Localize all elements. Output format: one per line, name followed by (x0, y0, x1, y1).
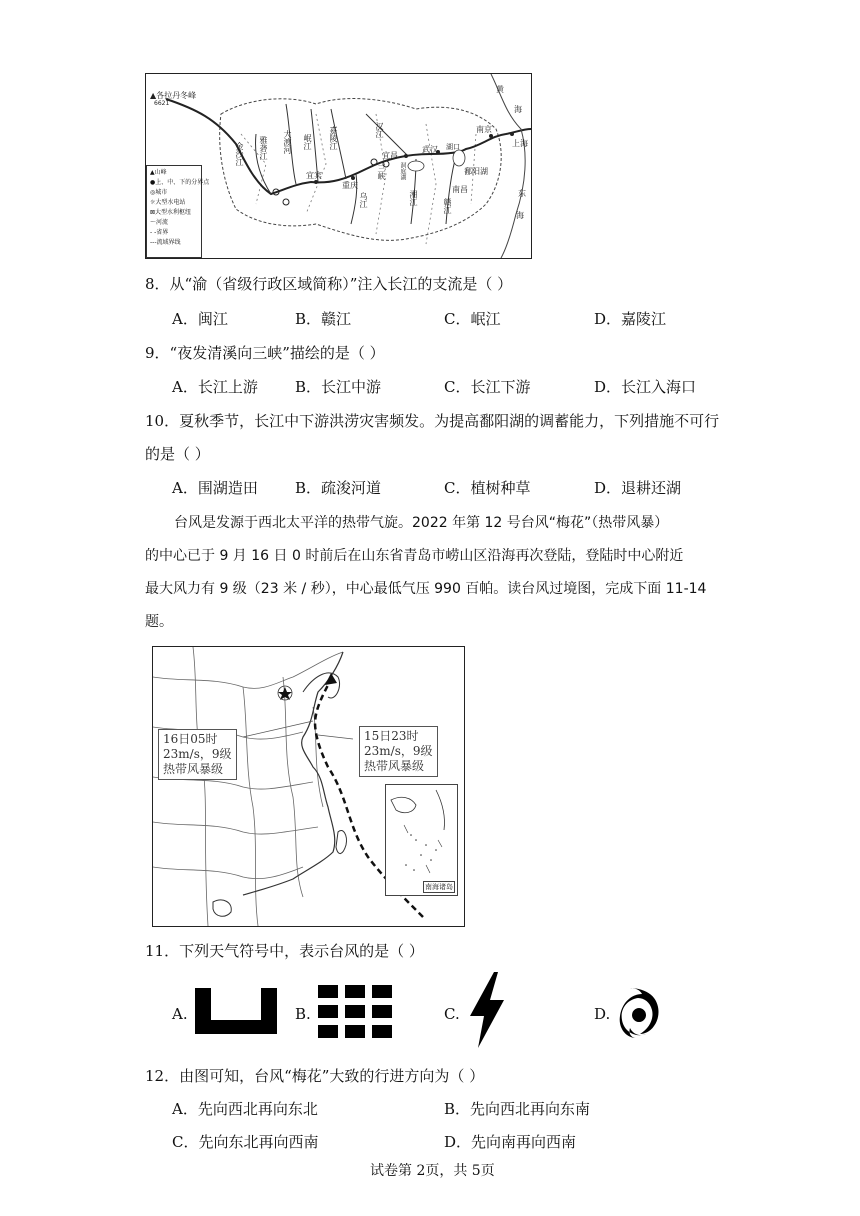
q10-option-c[interactable]: C．植树种草 (444, 479, 531, 497)
callout-level: 热带风暴级 (163, 762, 224, 776)
q8-option-b[interactable]: B．赣江 (295, 310, 352, 328)
map1-label-peak: ▲各拉丹冬峰 (150, 91, 197, 100)
haze-symbol-icon[interactable] (318, 985, 392, 1038)
legend-item: ▲山峰 (150, 169, 167, 176)
fog-symbol-icon[interactable] (195, 988, 277, 1034)
q10-stem-line1: 10．夏秋季节，长江中下游洪涝灾害频发。为提高鄱阳湖的调蓄能力，下列措施不可行 (145, 412, 720, 430)
q12-option-c[interactable]: C．先向东北再向西南 (172, 1133, 319, 1151)
q9-option-b[interactable]: B．长江中游 (295, 378, 382, 396)
q10-option-d[interactable]: D．退耕还湖 (594, 479, 682, 497)
typhoon-symbol-icon[interactable] (618, 988, 660, 1038)
q11-stem: 11．下列天气符号中，表示台风的是（ ） (145, 942, 424, 960)
q9-option-c[interactable]: C．长江下游 (444, 378, 531, 396)
passage-line4: 题。 (145, 614, 173, 630)
callout-time: 15日23时 (364, 729, 419, 743)
passage-line2: 的中心已于 9 月 16 日 0 时前后在山东省青岛市崂山区沿海再次登陆，登陆时中心附近 (145, 548, 684, 564)
callout-wind: 23m/s，9级 (364, 744, 433, 758)
legend-item: ●上、中、下的分界点 (150, 179, 210, 186)
map1-label-yibin: 宜宾 (306, 171, 322, 180)
q9-option-a[interactable]: A．长江上游 (172, 378, 258, 396)
map1-label-nanchang: 南昌 (452, 185, 468, 194)
inset-label: 南海诸岛 (425, 883, 453, 891)
map1-label-jialing: 嘉陵江 (329, 126, 338, 150)
map1-label-yichang: 宜昌 (382, 151, 398, 160)
map1-label-hanjiang: 汉江 (375, 122, 384, 138)
q8-option-d[interactable]: D．嘉陵江 (594, 310, 667, 328)
south-china-sea-inset (385, 784, 458, 896)
q12-option-d[interactable]: D．先向南再向西南 (444, 1133, 577, 1151)
typhoon-track-map (152, 646, 465, 927)
map1-label-hukou: 湖口 (446, 143, 460, 151)
q8-option-c[interactable]: C．岷江 (444, 310, 501, 328)
map1-label-sanxia: 三峡 (377, 164, 386, 180)
page-footer: 试卷第 2页，共 5页 (370, 1163, 495, 1179)
q11-option-a-letter[interactable]: A. (172, 1005, 188, 1023)
passage-line3: 最大风力有 9 级（23 米 / 秒），中心最低气压 990 百帕。读台风过境图，完成下面 11-14 (145, 581, 707, 597)
map1-label-shanghai: 上海 (512, 139, 528, 148)
map1-label-nanjing: 南京 (476, 125, 492, 134)
legend-item: ⊠大型水利枢纽 (150, 209, 192, 216)
q12-stem: 12．由图可知，台风“梅花”大致的行进方向为（ ） (145, 1067, 485, 1085)
q8-stem: 8．从“渝（省级行政区域简称）”注入长江的支流是（ ） (145, 275, 513, 293)
yangtze-basin-map (145, 73, 532, 259)
map1-label-ganjiang: 赣江 (443, 198, 452, 214)
map1-label-yellow-sea: 黄 (496, 85, 504, 94)
map1-label-wuhan: 武汉 (422, 145, 438, 154)
callout-level: 热带风暴级 (364, 759, 425, 773)
q10-option-b[interactable]: B．疏浚河道 (295, 479, 382, 497)
callout-time: 16日05时 (163, 732, 218, 746)
q11-option-b-letter[interactable]: B. (295, 1005, 311, 1023)
map1-label-xiangjiang: 湘江 (409, 190, 418, 206)
q10-stem-line2: 的是（ ） (145, 445, 210, 463)
q10-option-a[interactable]: A．围湖造田 (172, 479, 258, 497)
map1-label-elev: 6621 (154, 100, 170, 107)
q12-option-a[interactable]: A．先向西北再向东北 (172, 1100, 318, 1118)
q11-option-c-letter[interactable]: C. (444, 1005, 460, 1023)
track-callout-15th (359, 726, 438, 777)
callout-wind: 23m/s，9级 (163, 747, 232, 761)
map1-label-yalong: 雅砻江 (259, 136, 268, 160)
legend-item: ◎城市 (150, 189, 168, 196)
legend-item: - -省界 (150, 229, 169, 236)
q12-option-b[interactable]: B．先向西北再向东南 (444, 1100, 591, 1118)
map1-label-jinsha: 金沙江 (235, 142, 244, 166)
map1-label-minjiang: 岷江 (303, 134, 312, 150)
passage-line1: 台风是发源于西北太平洋的热带气旋。2022 年第 12 号台风“梅花”（热带风暴） (174, 515, 669, 531)
track-callout-16th (158, 729, 237, 780)
map1-label-dadu: 大渡河 (283, 130, 292, 154)
q9-stem: 9．“夜发清溪向三峡”描绘的是（ ） (145, 344, 385, 362)
map1-label-dongting: 洞庭湖 (399, 162, 406, 180)
lightning-symbol-icon[interactable] (468, 972, 506, 1048)
legend-item: ～河流 (150, 219, 169, 226)
map1-label-wujiang: 乌江 (359, 192, 368, 208)
map1-label-chongqing: 重庆 (342, 181, 358, 190)
map1-legend (146, 165, 210, 258)
legend-item: ☼大型水电站 (150, 199, 186, 206)
q11-option-d-letter[interactable]: D. (594, 1005, 611, 1023)
map1-label-yellow-sea-2: 海 (514, 105, 522, 114)
map1-label-east-sea: 东 (518, 189, 526, 198)
q8-option-a[interactable]: A．闽江 (172, 310, 228, 328)
map1-label-east-sea-2: 海 (516, 211, 524, 220)
legend-item: ---流域界线 (150, 239, 181, 246)
q9-option-d[interactable]: D．长江入海口 (594, 378, 697, 396)
map1-label-poyang: 鄱阳湖 (464, 167, 488, 176)
